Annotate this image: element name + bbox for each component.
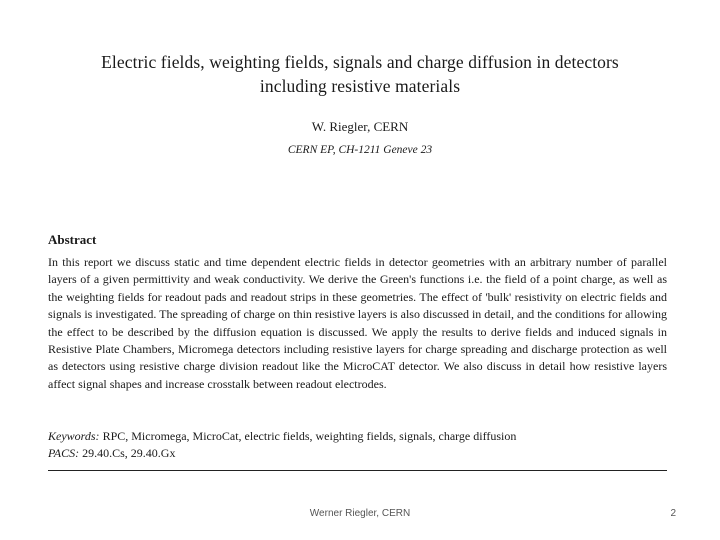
keywords-label: Keywords: [48, 429, 100, 443]
title-line-2: including resistive materials [259, 76, 461, 96]
abstract-heading: Abstract [48, 232, 97, 247]
page-number: 2 [670, 508, 676, 519]
author-name: W. Riegler, CERN [311, 119, 409, 134]
title-line-1: Electric fields, weighting fields, signals and charge diffusion in detectors [101, 52, 619, 72]
slide-footer: Werner Riegler, CERN [309, 508, 411, 519]
horizontal-rule [48, 470, 667, 471]
pacs-label: PACS: [48, 446, 80, 460]
paper-title [40, 50, 680, 98]
pacs-line [48, 445, 667, 462]
keywords-value: RPC, Micromega, MicroCat, electric fields, weighting fields, signals, charge diffusion [102, 429, 517, 443]
paper-metadata [48, 428, 667, 462]
affiliation-text: CERN EP, CH-1211 Geneve 23 [287, 144, 433, 156]
affiliation [0, 144, 720, 156]
keywords-line [48, 428, 667, 445]
abstract-body: In this report we discuss static and time dependent electric fields in detector geometries with an arbitrary number of parallel layers of a given permittivity and weak conductivity. We derive the Green's functions i.e. the field of a point charge, as well as the weighting fields for readout pads and readout strips in these geometries. The effect of 'bulk' resistivity on electric fields and signals is investigated. The spreading of charge on thin resistive layers is also discussed in detail, and the conditions for allowing the effect to be described by the diffusion equation is discussed. We apply the results to derive fields and induced signals in Resistive Plate Chambers, Micromega detectors including resistive layers for charge spreading and discharge protection as well as detectors using resistive charge division readout like the MicroCAT detector. We also discuss in detail how resistive layers affect signal shapes and increase crosstalk between readout electrodes. [48, 255, 667, 391]
pacs-value: 29.40.Cs, 29.40.Gx [82, 446, 176, 460]
